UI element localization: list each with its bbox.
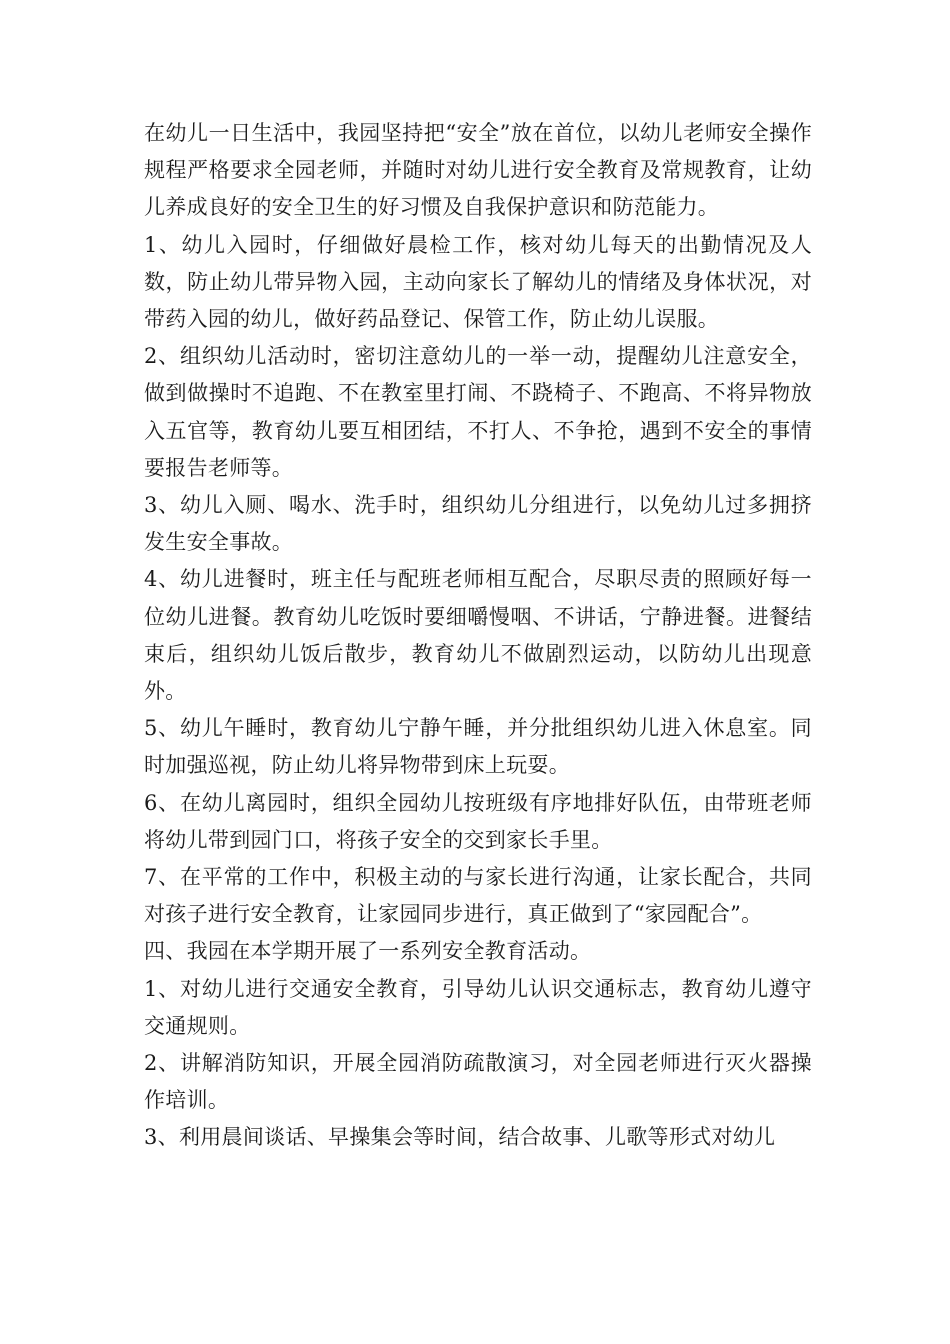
paragraph-activity-3: 3、利用晨间谈话、早操集会等时间，结合故事、儿歌等形式对幼儿 <box>144 1125 776 1150</box>
paragraph-intro: 在幼儿一日生活中，我园坚持把“安全”放在首位，以幼儿老师安全操作规程严格要求全园老师，并随时对幼儿进行安全教育及常规教育，让幼儿养成良好的安全卫生的好习惯及自我保护意识和防范能力。 <box>144 121 812 220</box>
section-heading-four: 四、我园在本学期开展了一系列安全教育活动。 <box>144 939 592 964</box>
paragraph-item-4: 4、幼儿进餐时，班主任与配班老师相互配合，尽职尽责的照顾好每一位幼儿进餐。教育幼儿吃饭时要细嚼慢咽、不讲话，宁静进餐。进餐结束后，组织幼儿饭后散步，教育幼儿不做剧烈运动，以防幼儿出现意外。 <box>144 567 812 704</box>
paragraph-item-3: 3、幼儿入厕、喝水、洗手时，组织幼儿分组进行，以免幼儿过多拥挤发生安全事故。 <box>144 493 812 555</box>
paragraph-item-6: 6、在幼儿离园时，组织全园幼儿按班级有序地排好队伍，由带班老师将幼儿带到园门口，将孩子安全的交到家长手里。 <box>144 790 812 852</box>
paragraph-activity-2: 2、讲解消防知识，开展全园消防疏散演习，对全园老师进行灭火器操作培训。 <box>144 1051 812 1113</box>
paragraph-item-1: 1、幼儿入园时，仔细做好晨检工作，核对幼儿每天的出勤情况及人数，防止幼儿带异物入园，主动向家长了解幼儿的情绪及身体状况，对带药入园的幼儿，做好药品登记、保管工作，防止幼儿误服。 <box>144 232 812 332</box>
document-body <box>144 115 812 1157</box>
paragraph-activity-1: 1、对幼儿进行交通安全教育，引导幼儿认识交通标志，教育幼儿遵守交通规则。 <box>144 976 812 1038</box>
paragraph-item-7: 7、在平常的工作中，积极主动的与家长进行沟通，让家长配合，共同对孩子进行安全教育，让家园同步进行，真正做到了“家园配合”。 <box>144 865 812 927</box>
paragraph-item-2: 2、组织幼儿活动时，密切注意幼儿的一举一动，提醒幼儿注意安全，做到做操时不追跑、不在教室里打闹、不跷椅子、不跑高、不将异物放入五官等，教育幼儿要互相团结，不打人、不争抢，遇到不安全的事情要报告老师等。 <box>144 344 812 480</box>
paragraph-item-5: 5、幼儿午睡时，教育幼儿宁静午睡，并分批组织幼儿进入休息室。同时加强巡视，防止幼儿将异物带到床上玩耍。 <box>144 716 812 778</box>
